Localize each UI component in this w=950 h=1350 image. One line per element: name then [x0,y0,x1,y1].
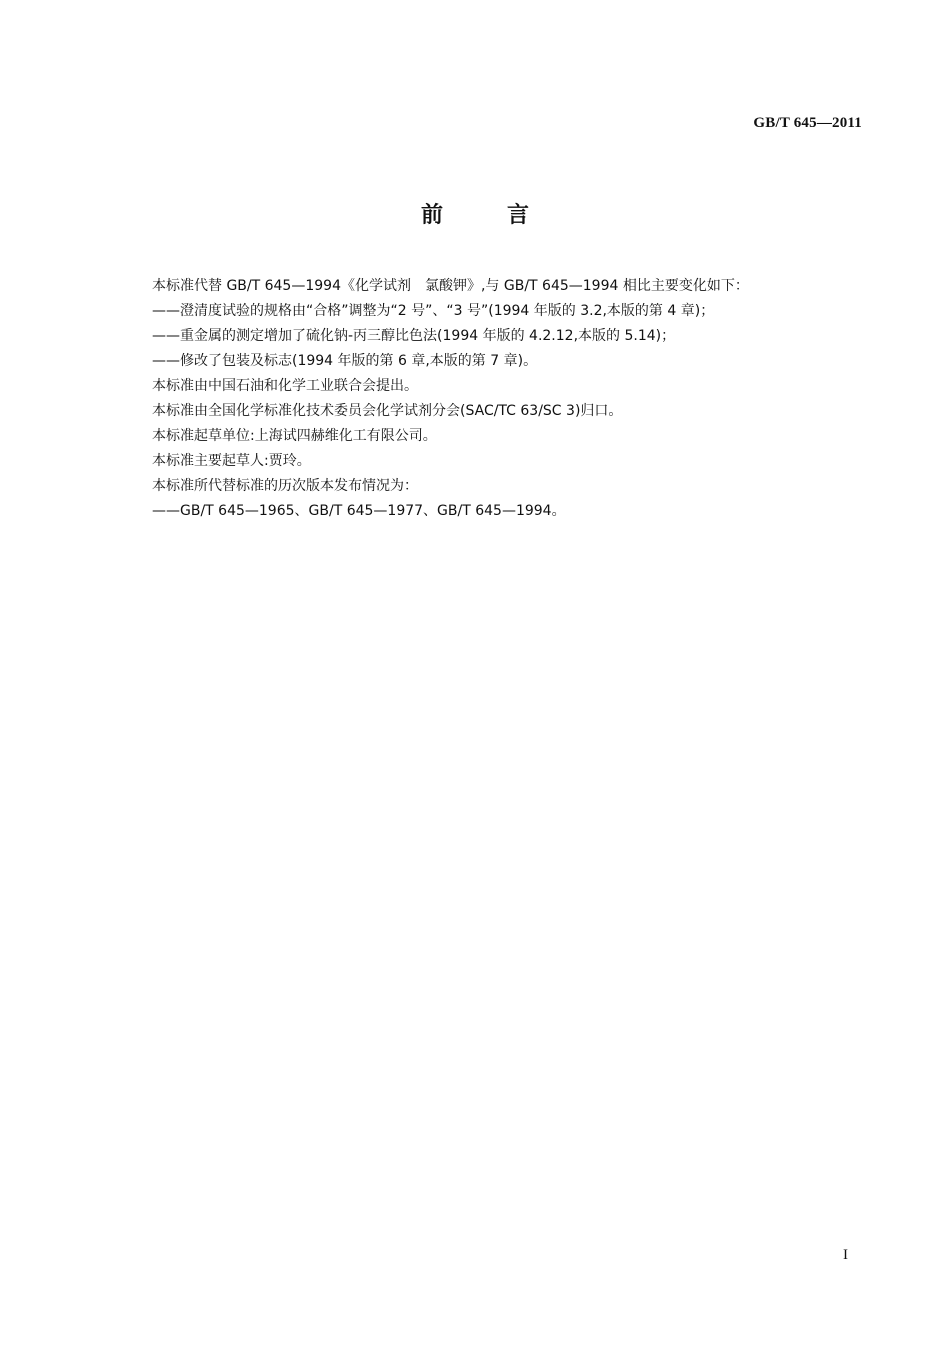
paragraph-main-drafters: 本标准主要起草人:贾玲。 [152,453,311,469]
paragraph-replacement-statement: 本标准代替 GB/T 645—1994《化学试剂 氯酸钾》,与 GB/T 645—1994 相比主要变化如下： [152,278,749,294]
paragraph-drafting-unit: 本标准起草单位:上海试四赫维化工有限公司。 [152,428,437,444]
change-item-clarity-test: ——澄清度试验的规格由“合格”调整为“2 号”、“3 号”(1994 年版的 3.2,本版的第 4 章)； [152,303,715,319]
standard-code-header: GB/T 645—2011 [753,115,862,131]
paragraph-previous-editions-intro: 本标准所代替标准的历次版本发布情况为： [152,478,418,494]
page-title [0,198,950,229]
page-number: I [843,1247,848,1263]
title-char-2: 言 [507,203,530,228]
change-item-packaging: ——修改了包装及标志(1994 年版的第 6 章,本版的第 7 章)。 [152,353,538,369]
paragraph-previous-editions-list: ——GB/T 645—1965、GB/T 645—1977、GB/T 645—1994。 [152,503,566,519]
paragraph-proposed-by: 本标准由中国石油和化学工业联合会提出。 [152,378,418,394]
foreword-body [152,274,872,524]
title-char-1: 前 [420,203,443,228]
change-item-heavy-metals: ——重金属的测定增加了硫化钠-丙三醇比色法(1994 年版的 4.2.12,本版的 5.14)； [152,328,676,344]
paragraph-under-jurisdiction: 本标准由全国化学标准化技术委员会化学试剂分会(SAC/TC 63/SC 3)归口。 [152,403,623,419]
